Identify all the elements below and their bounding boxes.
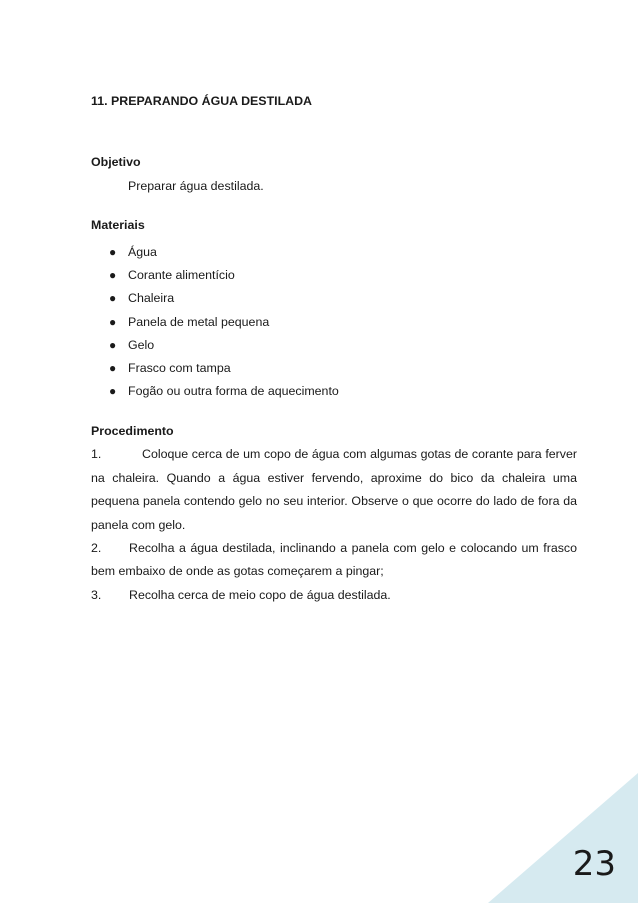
bullet-icon: ● — [109, 268, 117, 283]
list-item: ● Gelo — [91, 334, 577, 357]
bullet-icon: ● — [109, 245, 117, 259]
list-item: ● Panela de metal pequena — [91, 311, 577, 334]
materials-list — [91, 241, 577, 403]
list-item: ● Fogão ou outra forma de aquecimento — [91, 380, 577, 403]
objective-heading: Objetivo — [91, 155, 141, 169]
page-number: 23 — [572, 844, 616, 884]
list-item: ● Corante alimentício — [91, 264, 577, 287]
procedure-step — [91, 443, 577, 537]
document-title: 11. PREPARANDO ÁGUA DESTILADA — [91, 94, 312, 108]
objective-section — [91, 153, 577, 195]
list-item: ● Frasco com tampa — [91, 357, 577, 380]
objective-text: Preparar água destilada. — [128, 179, 264, 193]
bullet-icon: ● — [109, 314, 117, 329]
step-number: 3. — [91, 587, 102, 602]
list-item: ● Água — [91, 241, 577, 264]
step-number: 2. — [91, 541, 102, 556]
procedure-heading: Procedimento — [91, 424, 174, 439]
bullet-icon: ● — [109, 361, 117, 376]
procedure-section — [91, 420, 577, 607]
list-item: ● Chaleira — [91, 287, 577, 310]
page-content — [91, 92, 577, 607]
page-corner — [488, 773, 638, 903]
bullet-icon: ● — [109, 291, 117, 306]
bullet-icon: ● — [109, 384, 117, 399]
materials-heading: Materiais — [91, 218, 145, 232]
step-text: Coloque cerca de um copo de água com algumas gotas de corante para ferver na chaleira. Quando a água estiver fervendo, aproxime do bico da chaleira uma pequena panela contendo gelo no seu interior. Observe o que ocorre do lado de fora da panela com gelo. — [91, 447, 577, 532]
step-text: Recolha cerca de meio copo de água destilada. — [129, 587, 391, 602]
bullet-icon: ● — [109, 337, 117, 352]
procedure-step — [91, 537, 577, 584]
step-number: 1. — [91, 447, 102, 462]
materials-section — [91, 216, 577, 403]
step-text: Recolha a água destilada, inclinando a panela com gelo e colocando um frasco bem embaixo de onde as gotas começarem a pingar; — [91, 541, 577, 579]
procedure-step — [91, 584, 577, 607]
